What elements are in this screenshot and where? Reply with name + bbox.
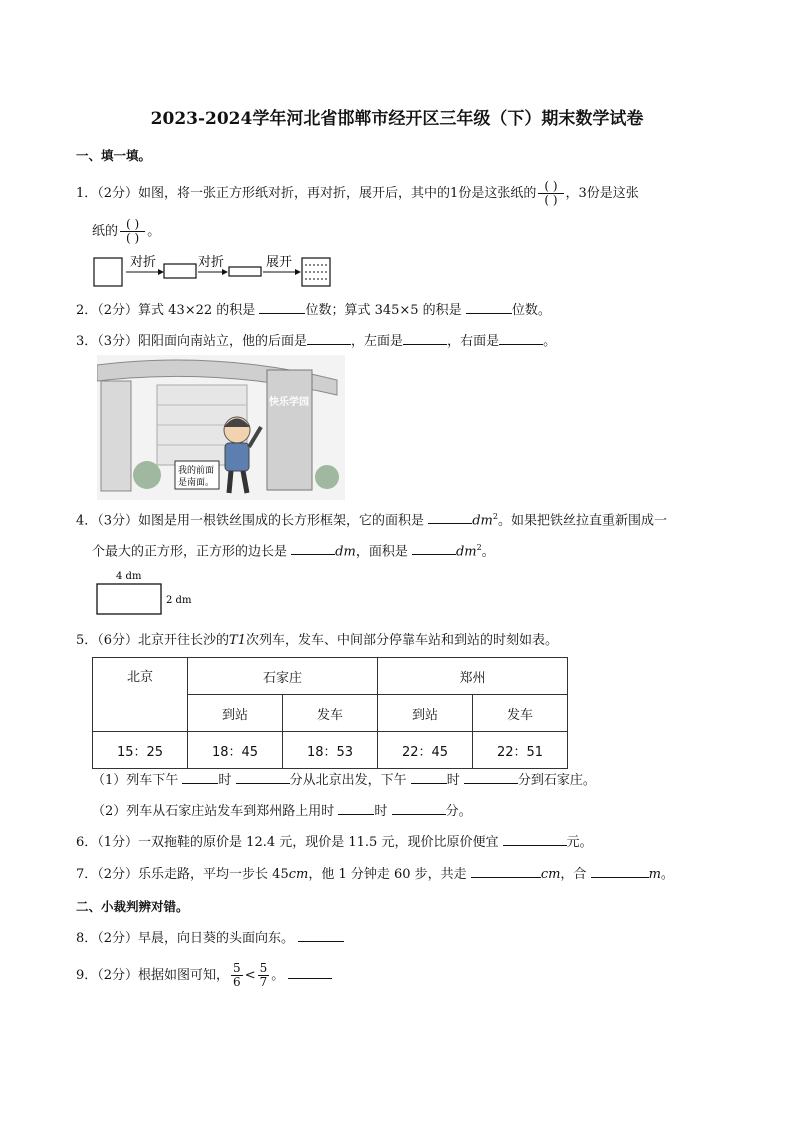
q9-fraction-right: $\frac{5}{7}$ (259, 961, 268, 989)
q1-fraction-1[interactable]: $\frac{( )}{( )}$ (538, 180, 563, 207)
header-shijiazhuang: 石家庄 (188, 658, 378, 695)
q5-blank-2[interactable] (236, 770, 290, 784)
header-zz-arrive: 到站 (378, 695, 473, 732)
cell-beijing-depart: 15：25 (93, 732, 188, 769)
rectangle-frame-figure (92, 568, 202, 618)
cell-sjz-arrive: 18：45 (188, 732, 283, 769)
q4-answer-blank-3[interactable] (412, 541, 456, 555)
question-2: 2．（2分）算式 43×22 的积是 位数；算式 345×5 的积是 位数。 (76, 300, 551, 320)
q2-answer-blank-1[interactable] (259, 300, 305, 314)
question-4-line-1: 4．（3分）如图是用一根铁丝围成的长方形框架，它的面积是 $dm^2$。如果把铁丝拉直重新围成一 (76, 512, 667, 529)
q8-answer-blank[interactable] (298, 928, 344, 942)
q4-answer-blank-1[interactable] (428, 510, 472, 524)
header-zz-depart: 发车 (473, 695, 568, 732)
rect-height-label: 2 dm (166, 595, 192, 606)
question-8: 8．（2分）早晨，向日葵的头面向东。 (76, 928, 344, 948)
rectangle-shape (97, 584, 161, 614)
question-6: 6．（1分）一双拖鞋的原价是 12.4 元，现价是 11.5 元，现价比原价便宜 元。 (76, 832, 593, 852)
cell-zz-depart: 22：51 (473, 732, 568, 769)
question-1-line-2 (92, 218, 160, 245)
question-5-sub-1: （1）列车下午 时 分从北京出发，下午 时 分到石家庄。 (92, 770, 596, 790)
header-zhengzhou: 郑州 (378, 658, 568, 695)
q7-answer-blank-2[interactable] (591, 864, 649, 878)
q3-answer-blank-2[interactable] (403, 331, 447, 345)
fold-label-1: 对折 (130, 255, 157, 270)
question-9: 9．（2分）根据如图可知， $\frac{5}{6}$ < $\frac{5}{7}$ 。 (76, 962, 332, 989)
gate-pillar-right (267, 370, 312, 490)
header-sjz-depart: 发车 (283, 695, 378, 732)
fold-label-3: 展开 (266, 255, 293, 270)
train-timetable (92, 657, 568, 769)
cell-sjz-depart: 18：53 (283, 732, 378, 769)
q1-text-c: 纸的 (92, 224, 119, 239)
q3-answer-blank-3[interactable] (499, 331, 543, 345)
question-3: 3．（3分）阳阳面向南站立，他的后面是 ，左面是 ，右面是 。 (76, 331, 556, 351)
q4-answer-blank-2[interactable] (291, 541, 335, 555)
q1-text-d: 。 (147, 224, 161, 239)
boy-body (225, 443, 249, 471)
header-sjz-arrive: 到站 (188, 695, 283, 732)
rect-width-label: 4 dm (116, 571, 142, 582)
section-heading-1: 一、填一填。 (76, 148, 152, 163)
folded-half-shape (164, 264, 196, 278)
q2-answer-blank-2[interactable] (466, 300, 512, 314)
page-title: 2023-2024学年河北省邯郸市经开区三年级（下）期末数学试卷 (150, 109, 644, 129)
q9-fraction-left: $\frac{5}{6}$ (233, 961, 241, 989)
header-beijing: 北京 (93, 658, 188, 732)
q3-answer-blank-1[interactable] (307, 331, 351, 345)
question-5-intro: 5．（6分）北京开往长沙的T1次列车，发车、中间部分停靠车站和到站的时刻如表。 (76, 633, 559, 648)
question-4-line-2: 个最大的正方形，正方形的边长是 dm，面积是 $dm^2$。 (92, 543, 495, 560)
q1-fraction-2[interactable]: $\frac{( )}{( )}$ (120, 218, 145, 245)
gate-pillar-left (101, 381, 131, 491)
sign-text: 快乐学园 (269, 397, 309, 408)
cell-zz-arrive: 22：45 (378, 732, 473, 769)
q7-answer-blank-1[interactable] (471, 864, 541, 878)
bush-left (133, 461, 161, 489)
q5-blank-5[interactable] (338, 801, 374, 815)
q1-text-a: 1．（2分）如图，将一张正方形纸对折，再对折，展开后，其中的1份是这张纸的 (76, 186, 537, 201)
section-heading-2: 二、小裁判辨对错。 (76, 899, 189, 914)
school-gate-illustration (97, 355, 345, 500)
q1-text-b: ，3份是这张 (565, 186, 639, 201)
q6-answer-blank[interactable] (503, 832, 567, 846)
q5-blank-1[interactable] (182, 770, 218, 784)
paper-folding-figure (90, 252, 340, 290)
question-5-sub-2: （2）列车从石家庄站发车到郑州路上用时 时 分。 (92, 801, 472, 821)
fold-label-2: 对折 (198, 255, 225, 270)
bubble-text-line-2: 是南面。 (178, 478, 215, 488)
q9-answer-blank[interactable] (288, 965, 332, 979)
bush-right (315, 465, 339, 489)
q5-blank-3[interactable] (411, 770, 447, 784)
q9-compare-sign: < (244, 968, 256, 983)
question-1-line-1 (76, 180, 639, 207)
square-paper-shape (94, 258, 122, 286)
bubble-text-line-1: 我的前面 (178, 466, 215, 476)
folded-quarter-shape (229, 267, 261, 276)
q5-blank-6[interactable] (392, 801, 446, 815)
q5-blank-4[interactable] (464, 770, 518, 784)
question-7: 7．（2分）乐乐走路，平均一步长 45cm，他 1 分钟走 60 步，共走 cm，合 m。 (76, 864, 674, 884)
